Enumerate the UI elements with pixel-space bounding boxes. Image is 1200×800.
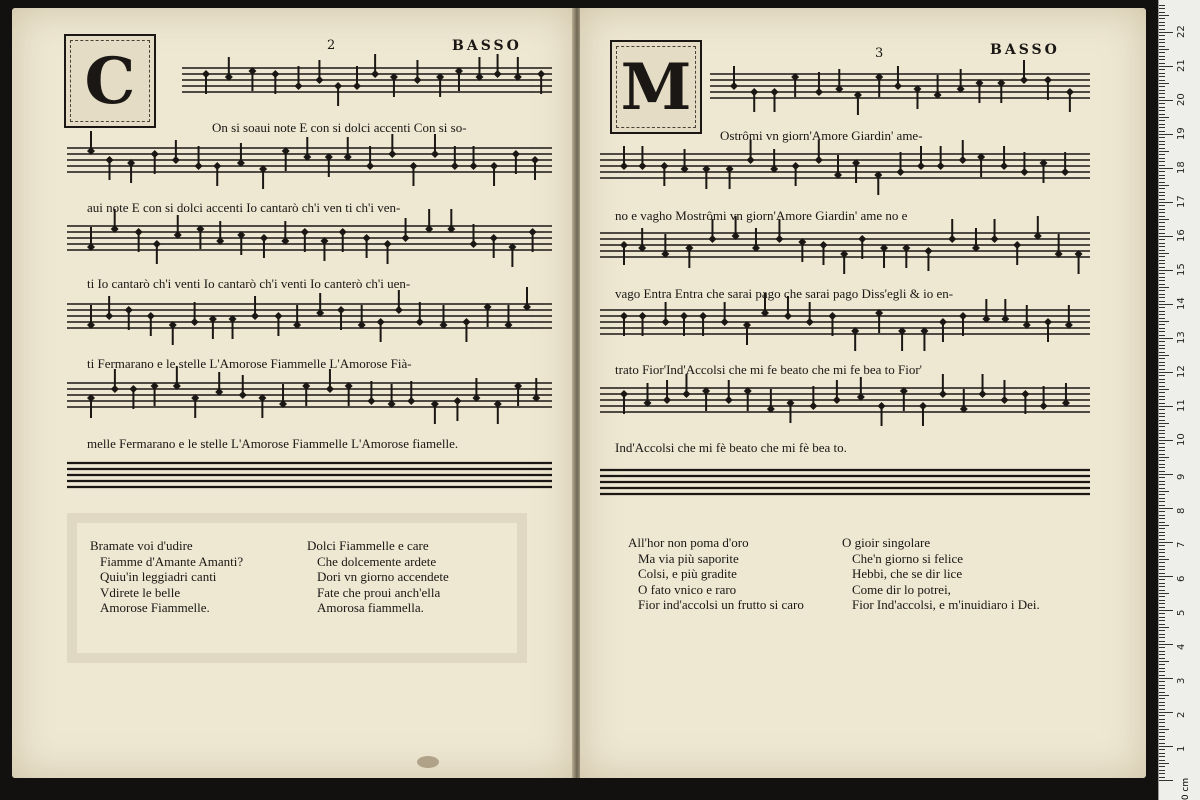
page-number: 3 <box>875 46 884 61</box>
ruler-tick <box>1159 144 1165 145</box>
ruler-tick <box>1159 250 1165 251</box>
ruler-tick <box>1159 440 1173 441</box>
left-page <box>12 8 574 778</box>
lyric-line: ti Fermarano e le stelle L'Amorose Fiammelle L'Amorose Fià- <box>87 356 412 371</box>
poem-stanza-2 <box>307 538 449 616</box>
ruler-tick <box>1159 491 1169 492</box>
ruler-tick <box>1159 494 1165 495</box>
lyric-line: trato Fior'Ind'Accolsi che mi fe beato che mi fe bea to Fior' <box>615 362 923 377</box>
ruler-tick <box>1159 583 1165 584</box>
ruler-tick <box>1159 212 1165 213</box>
ruler-number: 7 <box>1176 541 1187 548</box>
ruler-tick <box>1159 641 1165 642</box>
ruler-tick <box>1159 556 1165 557</box>
ruler-tick <box>1159 178 1165 179</box>
ruler-tick <box>1159 158 1165 159</box>
ruler-tick <box>1159 437 1165 438</box>
ruler-tick <box>1159 559 1169 560</box>
ruler-tick <box>1159 505 1165 506</box>
ruler-tick <box>1159 685 1165 686</box>
ruler-tick <box>1159 423 1169 424</box>
ruler-tick <box>1159 348 1165 349</box>
poem-line: Fate che proui anch'ella <box>317 584 441 600</box>
ruler-tick <box>1159 243 1165 244</box>
ruler-tick <box>1159 756 1165 757</box>
poem-line: Vdirete le belle <box>100 584 181 600</box>
ruler-tick <box>1159 141 1165 142</box>
ruler-tick <box>1159 301 1165 302</box>
ruler-tick <box>1159 148 1165 149</box>
ruler-tick <box>1159 287 1169 288</box>
ruler-tick <box>1159 379 1165 380</box>
ruler-tick <box>1159 403 1165 404</box>
ruler-tick <box>1159 484 1165 485</box>
ruler-tick <box>1159 216 1165 217</box>
ruler-tick <box>1159 97 1165 98</box>
ruler-tick <box>1159 749 1165 750</box>
ruler-number: 15 <box>1176 263 1187 276</box>
ruler-tick <box>1159 253 1169 254</box>
ruler-tick <box>1159 199 1165 200</box>
ruler-tick <box>1159 627 1169 628</box>
ruler-number: 6 <box>1176 575 1187 582</box>
ruler-tick <box>1159 375 1165 376</box>
poem-line: O fato vnico e raro <box>638 581 737 597</box>
ruler-tick <box>1159 392 1165 393</box>
ruler-number: 13 <box>1176 331 1187 344</box>
ruler-tick <box>1159 542 1173 543</box>
ruler-tick <box>1159 151 1169 152</box>
ruler-tick <box>1159 732 1165 733</box>
ruler-number: 16 <box>1176 229 1187 242</box>
ruler-tick <box>1159 154 1165 155</box>
poem-line: Fiamme d'Amante Amanti? <box>100 553 244 569</box>
ruler-tick <box>1159 131 1165 132</box>
ruler-tick <box>1159 715 1165 716</box>
ruler-unit-label: 0 cm <box>1181 777 1192 800</box>
ruler-number: 1 <box>1176 745 1187 752</box>
ruler-tick <box>1159 233 1165 234</box>
ruler-tick <box>1159 195 1165 196</box>
ruler-tick <box>1159 753 1165 754</box>
ruler-tick <box>1159 188 1165 189</box>
ruler-tick <box>1159 165 1165 166</box>
ruler-tick <box>1159 73 1165 74</box>
ruler-tick <box>1159 457 1169 458</box>
ruler-tick <box>1159 562 1165 563</box>
ruler-tick <box>1159 39 1165 40</box>
ruler-tick <box>1159 661 1169 662</box>
ruler-tick <box>1159 328 1165 329</box>
ruler-tick <box>1159 678 1173 679</box>
ruler-tick <box>1159 25 1165 26</box>
ruler-tick <box>1159 185 1169 186</box>
ruler-tick <box>1159 695 1169 696</box>
poem-line: Fior Ind'accolsi, e m'inuidiaro i Dei. <box>852 597 1040 612</box>
ruler-tick <box>1159 613 1165 614</box>
ruler-tick <box>1159 532 1165 533</box>
ruler-tick <box>1159 46 1165 47</box>
ruler-tick <box>1159 712 1173 713</box>
ruler-number: 18 <box>1176 161 1187 174</box>
ruler-tick <box>1159 471 1165 472</box>
ruler-tick <box>1159 413 1165 414</box>
ruler-tick <box>1159 273 1165 274</box>
ruler-number: 12 <box>1176 365 1187 378</box>
lyric-line: no e vagho Mostrômi vn giorn'Amore Giardin' ame no e <box>615 208 908 223</box>
ruler-tick <box>1159 729 1169 730</box>
ruler-tick <box>1159 433 1165 434</box>
ruler-tick <box>1159 209 1165 210</box>
ruler-tick <box>1159 352 1165 353</box>
ruler-tick <box>1159 668 1165 669</box>
ruler-tick <box>1159 114 1165 115</box>
ruler-tick <box>1159 219 1169 220</box>
ruler-tick <box>1159 518 1165 519</box>
poem-line: All'hor non poma d'oro <box>628 535 749 550</box>
ruler-tick <box>1159 406 1173 407</box>
ruler-tick <box>1159 331 1165 332</box>
ruler-tick <box>1159 205 1165 206</box>
ruler-number: 10 <box>1176 433 1187 446</box>
ruler-tick <box>1159 69 1165 70</box>
ruler-tick <box>1159 32 1173 33</box>
ruler-tick <box>1159 726 1165 727</box>
ruler-tick <box>1159 386 1165 387</box>
poem-line: Hebbi, che se dir lice <box>852 566 963 581</box>
ruler-tick <box>1159 630 1165 631</box>
lyric-line: Ostrômi vn giorn'Amore Giardin' ame- <box>720 128 923 143</box>
ruler-tick <box>1159 120 1165 121</box>
poem-line: Che'n giorno si felice <box>852 550 964 566</box>
ruler-tick <box>1159 18 1165 19</box>
part-header: BASSO <box>452 38 522 54</box>
ruler-tick <box>1159 488 1165 489</box>
ruler-number: 5 <box>1176 609 1187 616</box>
ruler-tick <box>1159 637 1165 638</box>
ruler-tick <box>1159 307 1165 308</box>
ruler-tick <box>1159 539 1165 540</box>
poem-line: Amorose Fiammelle. <box>100 600 210 615</box>
poem-line: Fior ind'accolsi un frutto si caro <box>638 597 804 612</box>
ruler-tick <box>1159 552 1165 553</box>
ruler-tick <box>1159 56 1165 57</box>
ruler-tick <box>1159 321 1169 322</box>
ruler-tick <box>1159 341 1165 342</box>
ruler-tick <box>1159 12 1165 13</box>
ruler-tick <box>1159 498 1165 499</box>
ruler-number: 11 <box>1176 399 1187 412</box>
ruler-tick <box>1159 770 1165 771</box>
ruler-tick <box>1159 127 1165 128</box>
ruler-tick <box>1159 63 1165 64</box>
ruler-tick <box>1159 372 1173 373</box>
poem-line: Bramate voi d'udire <box>90 538 193 553</box>
ruler-tick <box>1159 246 1165 247</box>
ruler-tick <box>1159 396 1165 397</box>
ruler-tick <box>1159 454 1165 455</box>
ruler-number: 21 <box>1176 59 1187 72</box>
poem-line: Dori vn giorno accendete <box>317 569 449 584</box>
ruler-number: 9 <box>1176 473 1187 480</box>
ruler-tick <box>1159 569 1165 570</box>
ruler-tick <box>1159 171 1165 172</box>
ruler-tick <box>1159 430 1165 431</box>
ruler-tick <box>1159 49 1169 50</box>
ruler-tick <box>1159 202 1173 203</box>
lyric-line: On si soaui note E con si dolci accenti Con si so- <box>212 120 467 135</box>
ruler-tick <box>1159 692 1165 693</box>
ruler-number: 3 <box>1176 677 1187 684</box>
ruler-tick <box>1159 722 1165 723</box>
ruler-tick <box>1159 263 1165 264</box>
ruler-tick <box>1159 620 1165 621</box>
ruler-tick <box>1159 80 1165 81</box>
poem-line: Dolci Fiammelle e care <box>307 538 429 553</box>
poem-line: Amorosa fiammella. <box>317 600 424 615</box>
measurement-ruler <box>1158 0 1200 800</box>
ruler-tick <box>1159 90 1165 91</box>
ruler-tick <box>1159 256 1165 257</box>
ruler-tick <box>1159 66 1173 67</box>
ruler-tick <box>1159 324 1165 325</box>
ruler-tick <box>1159 389 1169 390</box>
ruler-tick <box>1159 59 1165 60</box>
music-staves <box>12 8 574 508</box>
ruler-tick <box>1159 314 1165 315</box>
ruler-tick <box>1159 664 1165 665</box>
ruler-tick <box>1159 647 1165 648</box>
page-number: 2 <box>327 38 336 53</box>
ruler-tick <box>1159 409 1165 410</box>
ruler-tick <box>1159 579 1165 580</box>
ruler-tick <box>1159 698 1165 699</box>
ruler-tick <box>1159 610 1173 611</box>
ruler-number: 4 <box>1176 643 1187 650</box>
ruler-tick <box>1159 467 1165 468</box>
ruler-tick <box>1159 766 1165 767</box>
ruler-tick <box>1159 702 1165 703</box>
decorated-initial: C <box>64 34 156 128</box>
ruler-tick <box>1159 736 1165 737</box>
poem-stanza-1 <box>628 535 804 613</box>
ruler-tick <box>1159 294 1165 295</box>
ruler-tick <box>1159 365 1165 366</box>
ruler-tick <box>1159 168 1173 169</box>
ruler-tick <box>1159 117 1169 118</box>
ruler-tick <box>1159 447 1165 448</box>
ruler-tick <box>1159 590 1165 591</box>
ruler-tick <box>1159 675 1165 676</box>
ruler-tick <box>1159 107 1165 108</box>
ruler-tick <box>1159 477 1165 478</box>
poem-line: Che dolcemente ardete <box>317 553 437 569</box>
ruler-tick <box>1159 416 1165 417</box>
ruler-tick <box>1159 35 1165 36</box>
ruler-tick <box>1159 607 1165 608</box>
ruler-tick <box>1159 277 1165 278</box>
ruler-tick <box>1159 42 1165 43</box>
ruler-number: 17 <box>1176 195 1187 208</box>
ruler-tick <box>1159 29 1165 30</box>
ruler-tick <box>1159 192 1165 193</box>
ruler-tick <box>1159 297 1165 298</box>
ruler-tick <box>1159 399 1165 400</box>
ruler-tick <box>1159 743 1165 744</box>
ruler-tick <box>1159 624 1165 625</box>
ruler-tick <box>1159 651 1165 652</box>
ruler-tick <box>1159 311 1165 312</box>
ruler-tick <box>1159 226 1165 227</box>
ruler-tick <box>1159 86 1165 87</box>
ruler-number: 2 <box>1176 711 1187 718</box>
ruler-tick <box>1159 658 1165 659</box>
ruler-tick <box>1159 100 1173 101</box>
ruler-tick <box>1159 93 1165 94</box>
ruler-tick <box>1159 549 1165 550</box>
ruler-tick <box>1159 52 1165 53</box>
ruler-number: 20 <box>1176 93 1187 106</box>
ruler-tick <box>1159 335 1165 336</box>
ruler-tick <box>1159 515 1165 516</box>
music-staves <box>580 8 1146 508</box>
ruler-tick <box>1159 481 1165 482</box>
ruler-tick <box>1159 22 1165 23</box>
ruler-tick <box>1159 236 1173 237</box>
ruler-tick <box>1159 460 1165 461</box>
ruler-tick <box>1159 345 1165 346</box>
ruler-tick <box>1159 362 1165 363</box>
ruler-tick <box>1159 8 1165 9</box>
ruler-tick <box>1159 511 1165 512</box>
ruler-tick <box>1159 705 1165 706</box>
ruler-tick <box>1159 222 1165 223</box>
ruler-tick <box>1159 709 1165 710</box>
ruler-tick <box>1159 270 1173 271</box>
ruler-tick <box>1159 124 1165 125</box>
ruler-tick <box>1159 777 1165 778</box>
ruler-number: 14 <box>1176 297 1187 310</box>
poem-line: Come dir lo potrei, <box>852 581 951 597</box>
right-page <box>580 8 1146 778</box>
poem-stanza-1 <box>90 538 243 616</box>
ruler-tick <box>1159 382 1165 383</box>
ruler-tick <box>1159 426 1165 427</box>
paper-stain <box>417 756 439 768</box>
ruler-tick <box>1159 420 1165 421</box>
ruler-tick <box>1159 576 1173 577</box>
ruler-tick <box>1159 593 1169 594</box>
poem-stanza-2 <box>842 535 1040 613</box>
ruler-tick <box>1159 134 1173 135</box>
ruler-tick <box>1159 358 1165 359</box>
ruler-tick <box>1159 566 1165 567</box>
ruler-tick <box>1159 688 1165 689</box>
ruler-number: 19 <box>1176 127 1187 140</box>
ruler-tick <box>1159 671 1165 672</box>
ruler-tick <box>1159 443 1165 444</box>
ruler-tick <box>1159 596 1165 597</box>
ruler-tick <box>1159 586 1165 587</box>
ruler-tick <box>1159 535 1165 536</box>
ruler-tick <box>1159 464 1165 465</box>
ruler-tick <box>1159 83 1169 84</box>
ruler-tick <box>1159 239 1165 240</box>
ruler-tick <box>1159 5 1165 6</box>
poem-line: Colsi, e più gradite <box>638 566 737 581</box>
ruler-number: 8 <box>1176 507 1187 514</box>
ruler-tick <box>1159 161 1165 162</box>
ruler-number: 22 <box>1176 25 1187 38</box>
ruler-tick <box>1159 617 1165 618</box>
lyric-line: vago Entra Entra che sarai pago che sarai pago Diss'egli & io en- <box>615 286 954 301</box>
ruler-tick <box>1159 763 1169 764</box>
ruler-tick <box>1159 528 1165 529</box>
ruler-tick <box>1159 508 1173 509</box>
ruler-tick <box>1159 644 1173 645</box>
ruler-tick <box>1159 110 1165 111</box>
ruler-tick <box>1159 280 1165 281</box>
ruler-tick <box>1159 260 1165 261</box>
poem-line: Quiu'in leggiadri canti <box>100 569 217 584</box>
ruler-tick <box>1159 573 1165 574</box>
ruler-tick <box>1159 603 1165 604</box>
ruler-tick <box>1159 304 1173 305</box>
ruler-tick <box>1159 746 1173 747</box>
ruler-tick <box>1159 600 1165 601</box>
ruler-tick <box>1159 290 1165 291</box>
ruler-tick <box>1159 780 1173 781</box>
ruler-tick <box>1159 137 1165 138</box>
poem-line: Ma via più saporite <box>638 550 739 566</box>
ruler-tick <box>1159 284 1165 285</box>
part-header: BASSO <box>990 42 1060 58</box>
lyric-line: Ind'Accolsi che mi fè beato che mi fè bea to. <box>615 440 847 455</box>
ruler-tick <box>1159 182 1165 183</box>
lyric-line: aui note E con si dolci accenti Io cantarò ch'i ven ti ch'i ven- <box>87 200 401 215</box>
ruler-tick <box>1159 719 1165 720</box>
ruler-tick <box>1159 654 1165 655</box>
ruler-tick <box>1159 525 1169 526</box>
ruler-tick <box>1159 267 1165 268</box>
lyric-line: ti Io cantarò ch'i venti Io cantarò ch'i venti Io canterò ch'i uen- <box>87 276 411 291</box>
ruler-tick <box>1159 545 1165 546</box>
ruler-tick <box>1159 773 1165 774</box>
ruler-tick <box>1159 522 1165 523</box>
ruler-tick <box>1159 76 1165 77</box>
ruler-tick <box>1159 318 1165 319</box>
ruler-tick <box>1159 229 1165 230</box>
ruler-tick <box>1159 760 1165 761</box>
ruler-tick <box>1159 175 1165 176</box>
ruler-tick <box>1159 15 1169 16</box>
decorated-initial: M <box>610 40 702 134</box>
ruler-tick <box>1159 681 1165 682</box>
ruler-tick <box>1159 355 1169 356</box>
ruler-tick <box>1159 338 1173 339</box>
ruler-tick <box>1159 474 1173 475</box>
ruler-tick <box>1159 501 1165 502</box>
poem-line: O gioir singolare <box>842 535 931 550</box>
ruler-tick <box>1159 103 1165 104</box>
ruler-tick <box>1159 450 1165 451</box>
ruler-tick <box>1159 634 1165 635</box>
ruler-tick <box>1159 739 1165 740</box>
lyric-line: melle Fermarano e le stelle L'Amorose Fiammelle L'Amorose fiamelle. <box>87 436 459 451</box>
ruler-tick <box>1159 369 1165 370</box>
